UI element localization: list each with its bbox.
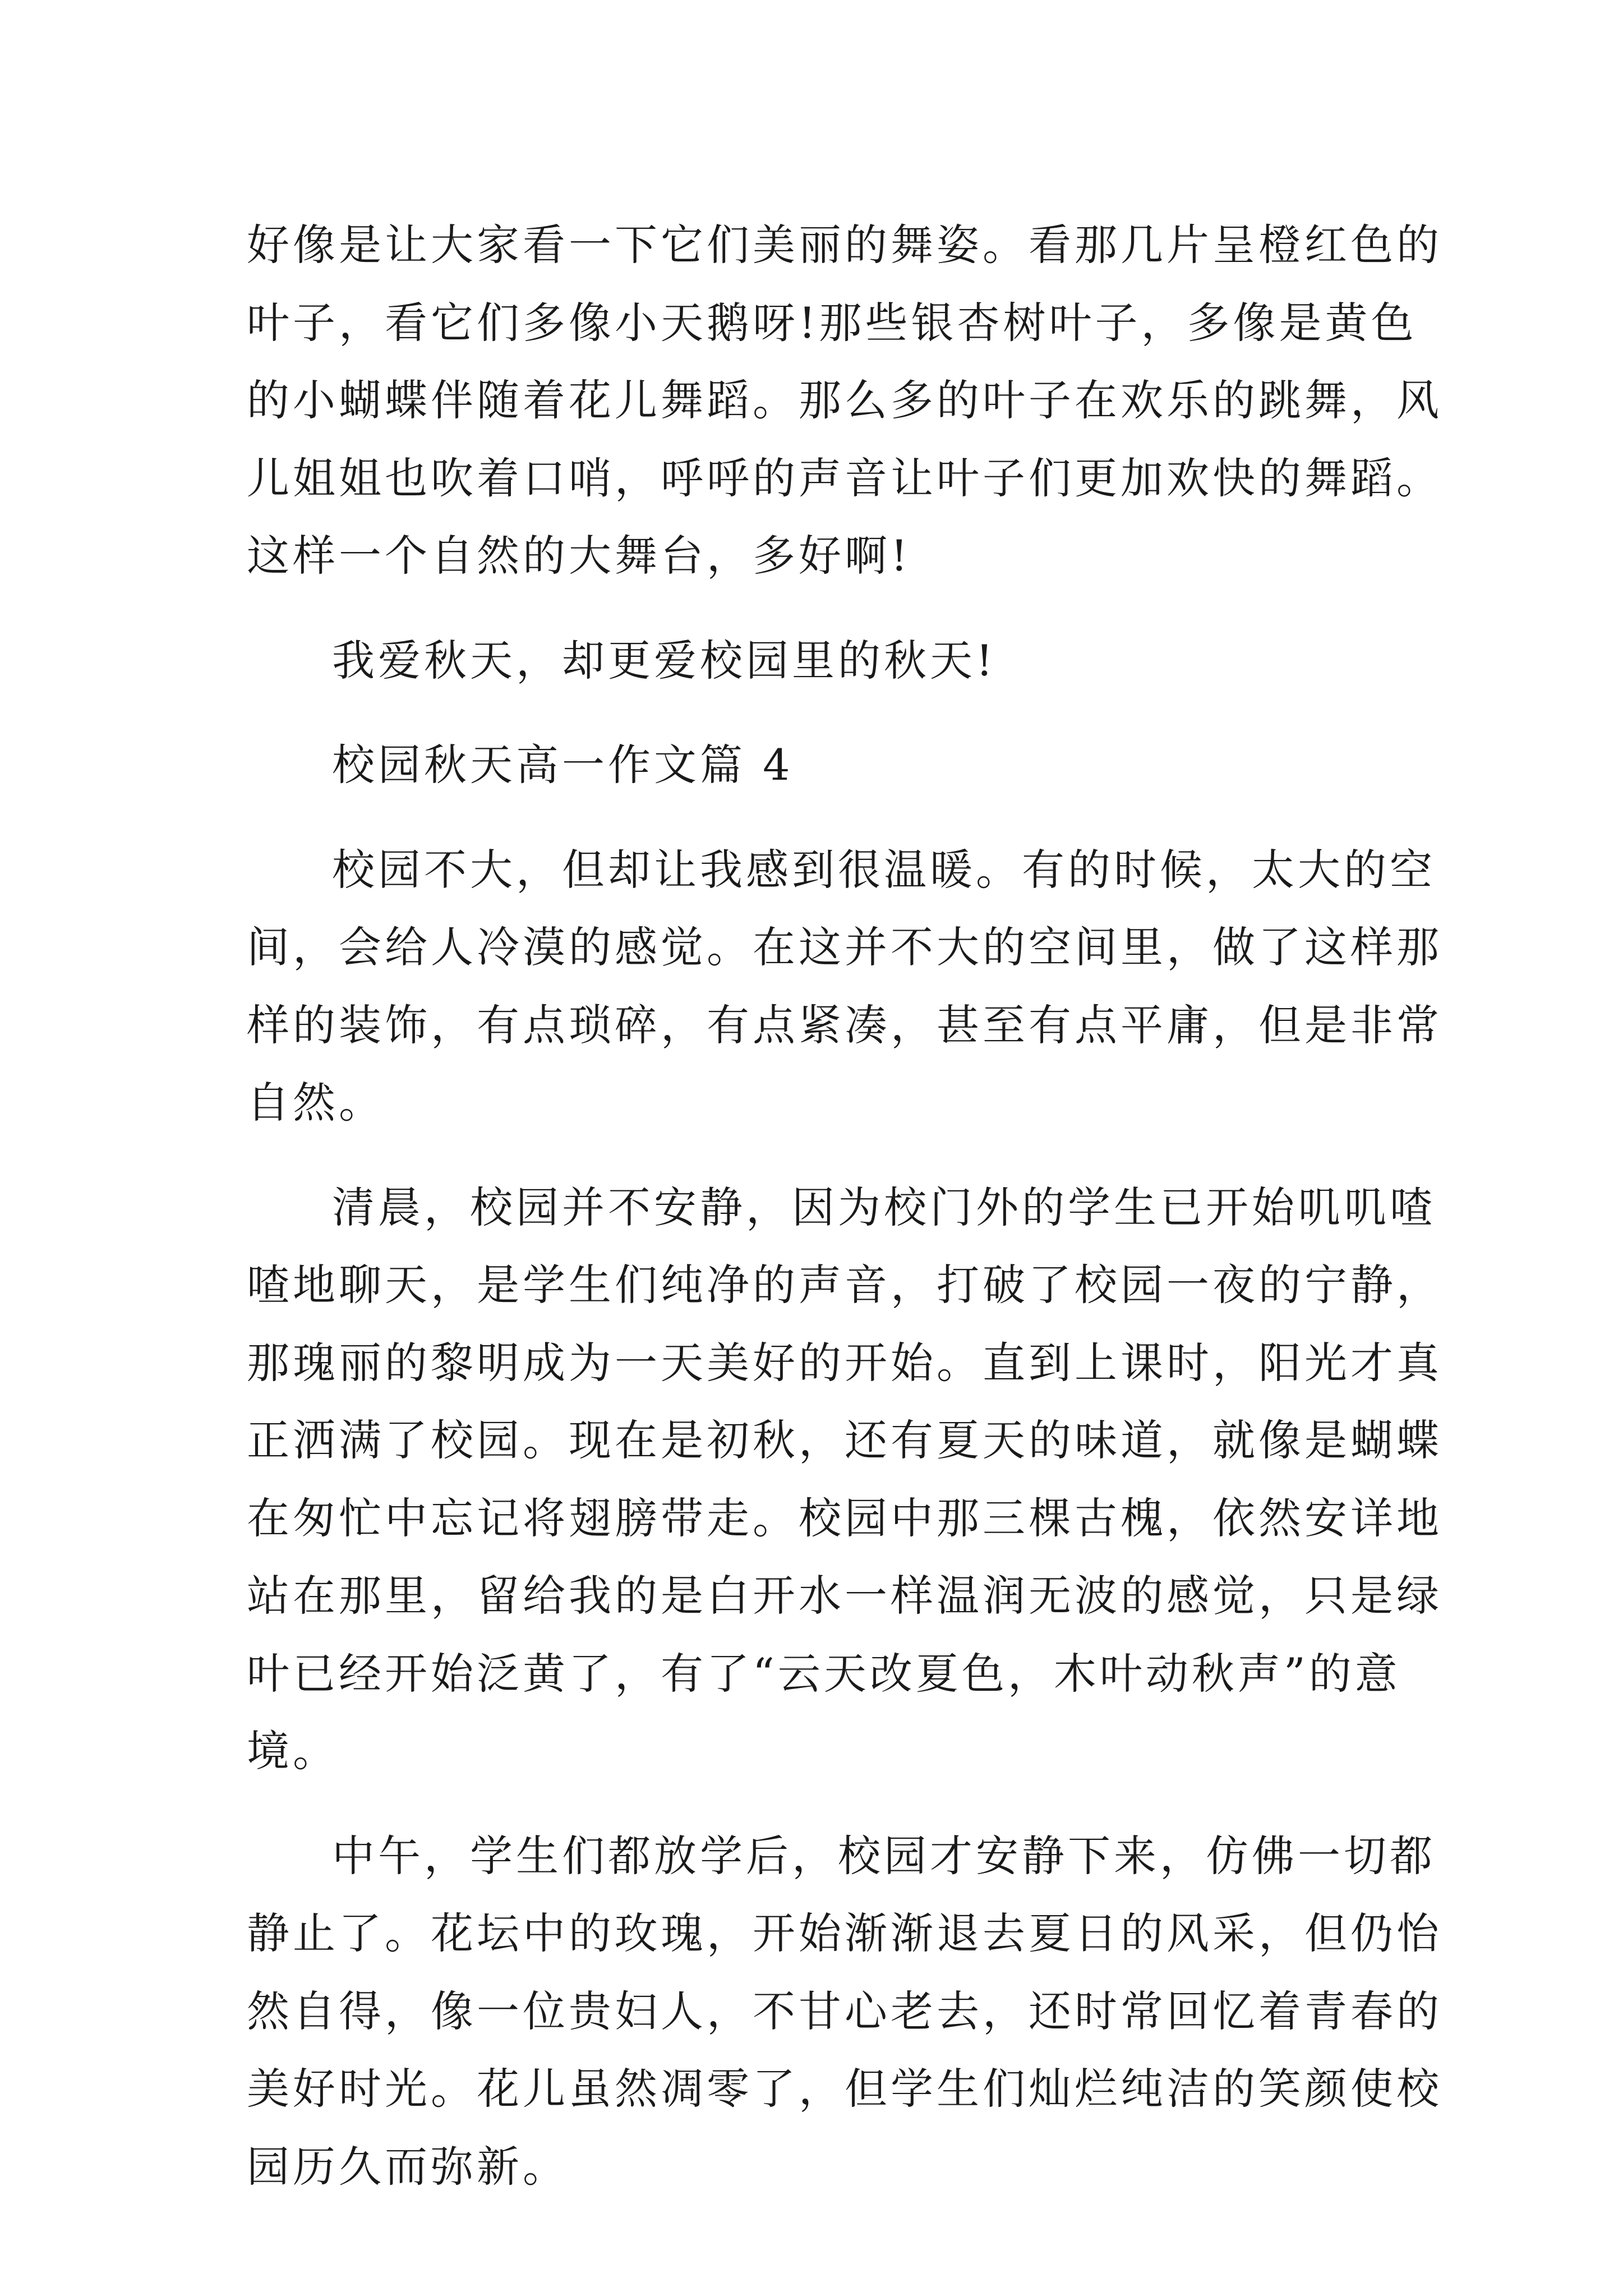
text-line: 样的装饰，有点琐碎，有点紧凑，甚至有点平庸，但是非常: [247, 1000, 1442, 1050]
text-line: 站在那里，留给我的是白开水一样温润无波的感觉，只是绿: [247, 1571, 1442, 1621]
text-line: 叶已经开始泛黄了，有了“云天改夏色，木叶动秋声”的意: [247, 1648, 1401, 1699]
text-line: 好像是让大家看一下它们美丽的舞姿。看那几片呈橙红色的: [247, 220, 1442, 270]
text-line: 的小蝴蝶伴随着花儿舞蹈。那么多的叶子在欢乐的跳舞，风: [247, 375, 1442, 425]
text-line: 然自得，像一位贵妇人，不甘心老去，还时常回忆着青春的: [247, 1986, 1442, 2036]
document-body: [247, 206, 1442, 2206]
text-line: 静止了。花坛中的玫瑰，开始渐渐退去夏日的风采，但仍怡: [247, 1908, 1442, 1958]
paragraph: [247, 831, 1442, 1142]
text-line: 儿姐姐也吹着口哨，呼呼的声音让叶子们更加欢快的舞蹈。: [247, 453, 1442, 503]
text-line: 这样一个自然的大舞台，多好啊!: [247, 531, 911, 581]
text-line: 校园不大，但却让我感到很温暖。有的时候，太大的空: [332, 844, 1436, 895]
text-line: 自然。: [247, 1078, 385, 1128]
text-line: 园历久而弥新。: [247, 2141, 569, 2192]
text-line: 境。: [247, 1726, 339, 1776]
paragraph: [247, 1818, 1442, 2206]
paragraph-continued: [247, 206, 1442, 595]
heading-text: 校园秋天高一作文篇 4: [332, 740, 794, 790]
text-line: 正洒满了校园。现在是初秋，还有夏天的味道，就像是蝴蝶: [247, 1415, 1442, 1465]
text-line: 间，会给人冷漠的感觉。在这并不大的空间里，做了这样那: [247, 922, 1442, 972]
text-line: 叶子，看它们多像小天鹅呀!那些银杏树叶子，多像是黄色: [247, 297, 1417, 348]
text-line: 美好时光。花儿虽然凋零了，但学生们灿烂纯洁的笑颜使校: [247, 2064, 1442, 2114]
paragraph: [247, 622, 1391, 700]
text-line: 我爱秋天，却更爱校园里的秋天!: [332, 635, 997, 685]
text-line: 在匆忙中忘记将翅膀带走。校园中那三棵古槐，依然安详地: [247, 1493, 1442, 1543]
text-line: 清晨，校园并不安静，因为校门外的学生已开始叽叽喳: [332, 1182, 1436, 1232]
text-line: 那瑰丽的黎明成为一天美好的开始。直到上课时，阳光才真: [247, 1337, 1442, 1388]
text-line: 喳地聊天，是学生们纯净的声音，打破了校园一夜的宁静，: [247, 1260, 1442, 1310]
paragraph: [247, 1169, 1442, 1791]
section-heading: [247, 726, 1391, 804]
text-line: 中午，学生们都放学后，校园才安静下来，仿佛一切都: [332, 1830, 1436, 1881]
